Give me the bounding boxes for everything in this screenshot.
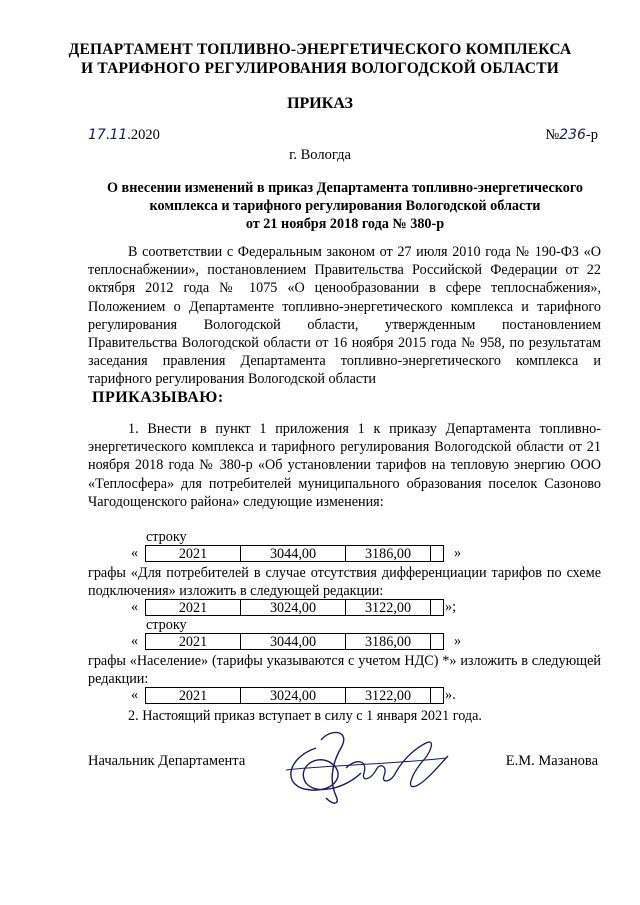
quote-open: « (131, 545, 139, 561)
quote-open: « (131, 687, 139, 703)
graph2-text: графы «Население» (тарифы указываются с учетом НДС) *» изложить в следующей редакции: (88, 653, 601, 688)
date-month: 11 (109, 127, 128, 143)
label-stroku: строку (146, 529, 187, 545)
city: г. Вологда (289, 147, 351, 163)
label-stroku: строку (146, 617, 187, 633)
quote-close: ». (445, 687, 456, 703)
doc-date (88, 127, 160, 144)
quote-close: » (454, 633, 462, 649)
cell-empty (430, 599, 444, 616)
cell-value-1: 3044,00 (240, 633, 346, 650)
quote-close: » (454, 545, 462, 561)
cell-value-1: 3024,00 (240, 599, 346, 616)
signatory-title: Начальник Департамента (88, 753, 246, 769)
cell-year: 2021 (145, 633, 241, 650)
cell-value-1: 3024,00 (240, 687, 346, 704)
date-day: 17 (88, 127, 106, 143)
doc-number (545, 127, 598, 144)
title-line-2: комплекса и тарифного регулирования Вологодской области (149, 198, 541, 214)
item-2: 2. Настоящий приказ вступает в силу с 1 января 2021 года. (128, 708, 482, 724)
date-sep: . (127, 127, 131, 143)
number-suffix: -р (585, 127, 598, 143)
order-word: ПРИКАЗЫВАЮ: (92, 389, 224, 406)
title-line-3: от 21 ноября 2018 года № 380-р (245, 216, 445, 232)
quote-close: »; (445, 599, 457, 615)
date-year: 2020 (130, 127, 160, 143)
date-sep: . (105, 127, 110, 143)
preamble: В соответствии с Федеральным законом от 27 июля 2010 года № 190-ФЗ «О теплоснабжении», постановлением Правительства Российской Федерации от 22 октября 2012 года № 1075 «О ценообразовании в сфере теплоснабжения», Положением о Департаменте топливно-энергетического комплекса и тарифного регулирования Вологодской области, утвержденным постановлением Правительства Вологодской области от 16 ноября 2015 года № 958, по результатам заседания правления Департамента топливно-энергетического комплекса и тарифного регулирования Вологодской области (88, 244, 601, 388)
header-line-2: И ТАРИФНОГО РЕГУЛИРОВАНИЯ ВОЛОГОДСКОЙ ОБЛАСТИ (81, 60, 559, 77)
cell-empty (430, 545, 444, 562)
doc-title (60, 179, 630, 233)
department-header (0, 40, 640, 78)
number-prefix: № (545, 127, 560, 143)
title-line-1: О внесении изменений в приказ Департамента топливно-энергетического (106, 180, 584, 196)
cell-value-2: 3122,00 (345, 687, 431, 704)
cell-year: 2021 (145, 599, 241, 616)
header-line-1: ДЕПАРТАМЕНТ ТОПЛИВНО-ЭНЕРГЕТИЧЕСКОГО КОМПЛЕКСА (68, 41, 572, 58)
cell-value-2: 3186,00 (345, 545, 431, 562)
cell-year: 2021 (145, 545, 241, 562)
cell-empty (430, 687, 444, 704)
cell-value-2: 3122,00 (345, 599, 431, 616)
quote-open: « (131, 633, 139, 649)
signature (276, 718, 456, 813)
item-1: 1. Внести в пункт 1 приложения 1 к приказу Департамента топливно-энергетического комплекса и тарифного регулирования Вологодской области от 21 ноября 2018 года № 380-р «Об установлении тарифов на тепловую энергию ООО «Теплосфера» для потребителей муниципального образования поселок Сазоново Чагодощенского района» следующие изменения: (88, 421, 601, 510)
number-value: 236 (559, 127, 586, 143)
cell-empty (430, 633, 444, 650)
cell-year: 2021 (145, 687, 241, 704)
cell-value-1: 3044,00 (240, 545, 346, 562)
signatory-name: Е.М. Мазанова (505, 753, 598, 769)
graph1-text: графы «Для потребителей в случае отсутствия дифференциации тарифов по схеме подключения» изложить в следующей редакции: (88, 565, 601, 600)
signature-graphic (276, 718, 456, 808)
cell-value-2: 3186,00 (345, 633, 431, 650)
quote-open: « (131, 599, 139, 615)
doc-type: ПРИКАЗ (287, 95, 353, 112)
